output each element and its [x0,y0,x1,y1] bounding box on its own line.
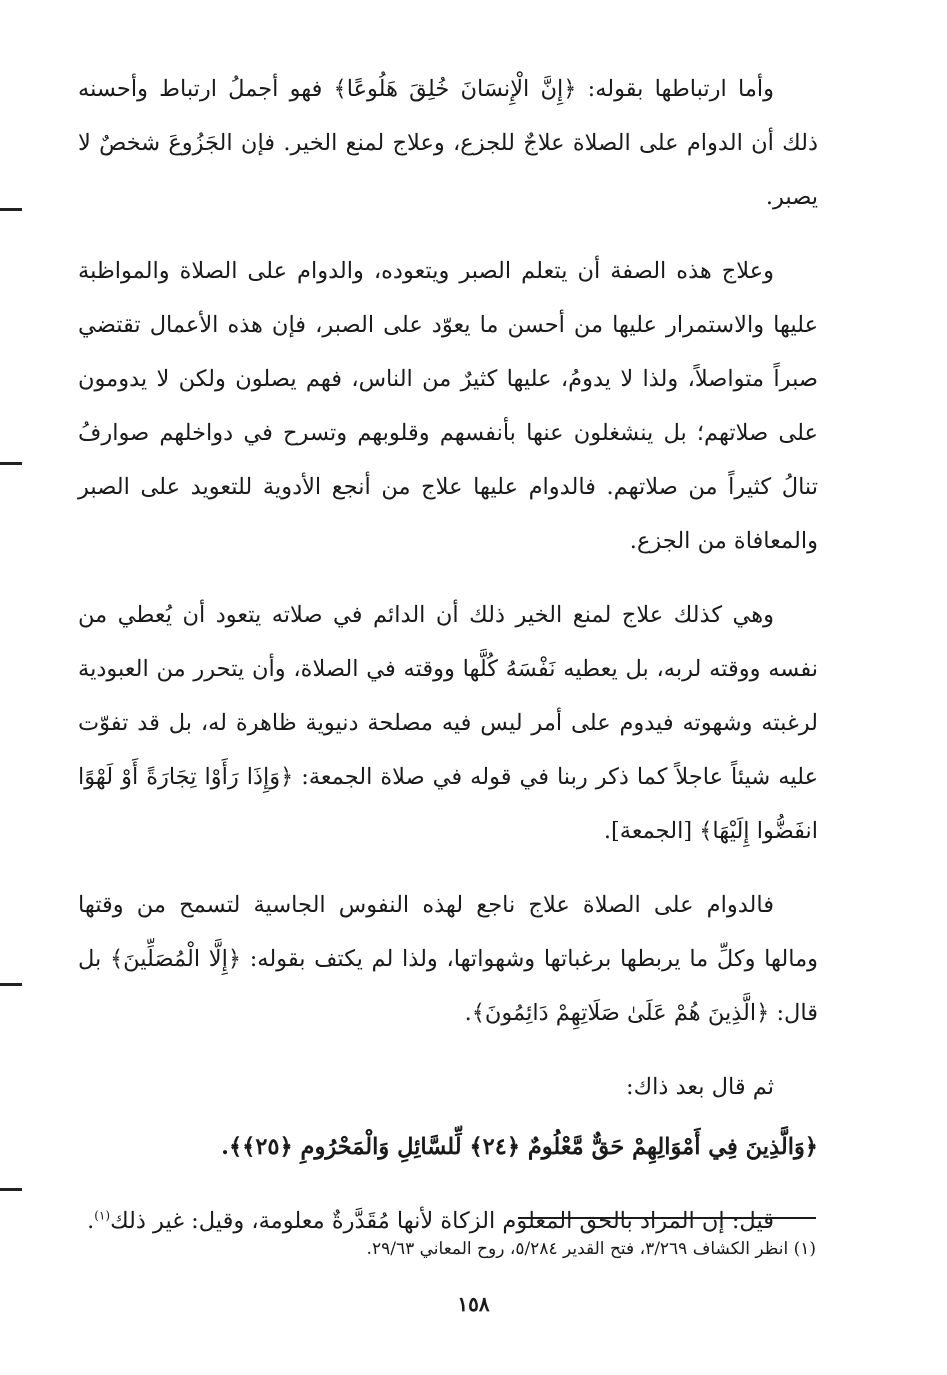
scan-edge-mark [0,983,22,986]
paragraph-2: وعلاج هذه الصفة أن يتعلم الصبر ويتعوده، والدوام على الصلاة والمواظبة عليها والاستمرار عليها من أحسن ما يعوّد على الصبر، فإن هذه الأعمال تقتضي صبراً متواصلاً، ولذا لا يدومُ، عليها كثيرٌ من الناس، فهم يصلون ولكن لا يدومون على صلاتهم؛ بل ينشغلون عنها بأنفسهم وقلوبهم وتسرح في دواخلهم صوارفُ تنالُ كثيراً من صلاتهم. فالدوام عليها علاج من أنجع الأدوية للتعويد على الصبر والمعافاة من الجزع. [78,258,818,554]
scan-edge-mark [0,462,22,465]
footnote-divider [518,1217,816,1219]
paragraph-5-text: قيل: إن المراد بالحق المعلوم الزكاة لأنها مُقَدَّرةٌ معلومة، وقيل: غير ذلك [110,1208,774,1234]
paragraph-4: فالدوام على الصلاة علاج ناجع لهذه النفوس الجاسية لتسمح من وقتها ومالها وكلِّ ما يربطها برغباتها وشهواتها، ولذا لم يكتف بقوله: ﴿إِلَّا الْمُصَلِّينَ﴾ بل قال: ﴿الَّذِينَ هُمْ عَلَىٰ صَلَاتِهِمْ دَائِمُونَ﴾. [78,892,818,1026]
scan-edge-mark [0,1188,22,1191]
paragraph-5-end: . [87,1208,95,1234]
page-body [78,62,818,1268]
intro-line: ثم قال بعد ذاك: [626,1074,774,1100]
quran-verse: ﴿وَالَّذِينَ فِي أَمْوَالِهِمْ حَقٌّ مَّعْلُومٌ ﴿٢٤﴾ لِّلسَّائِلِ وَالْمَحْرُومِ ﴿٢٥﴾﴾. [221,1134,818,1160]
scan-edge-mark [0,208,22,211]
page-number: ١٥٨ [457,1292,490,1316]
footnote-reference: (١) [94,1208,111,1223]
paragraph-3: وهي كذلك علاج لمنع الخير ذلك أن الدائم في صلاته يتعود أن يُعطي من نفسه ووقته لربه، بل يعطيه نَفْسَهُ كُلَّها ووقته في الصلاة، وأن يتحرر من العبودية لرغبته وشهوته فيدوم على أمر ليس فيه مصلحة دنيوية ظاهرة له، بل قد تفوّت عليه شيئاً عاجلاً كما ذكر ربنا في قوله في صلاة الجمعة: ﴿وَإِذَا رَأَوْا تِجَارَةً أَوْ لَهْوًا انفَضُّوا إِلَيْهَا﴾ [الجمعة]. [78,602,818,844]
paragraph-1: وأما ارتباطها بقوله: ﴿إِنَّ الْإِنسَانَ خُلِقَ هَلُوعًا﴾ فهو أجملُ ارتباط وأحسنه ذلك أن الدوام على الصلاة علاجٌ للجزع، وعلاج لمنع الخير. فإن الجَزُوعَ شخصٌ لا يصبر. [78,76,818,210]
footnote: (١) انظر الكشاف ٣/٢٦٩، فتح القدير ٥/٢٨٤، روح المعاني ٢٩/٦٣. [366,1239,816,1259]
